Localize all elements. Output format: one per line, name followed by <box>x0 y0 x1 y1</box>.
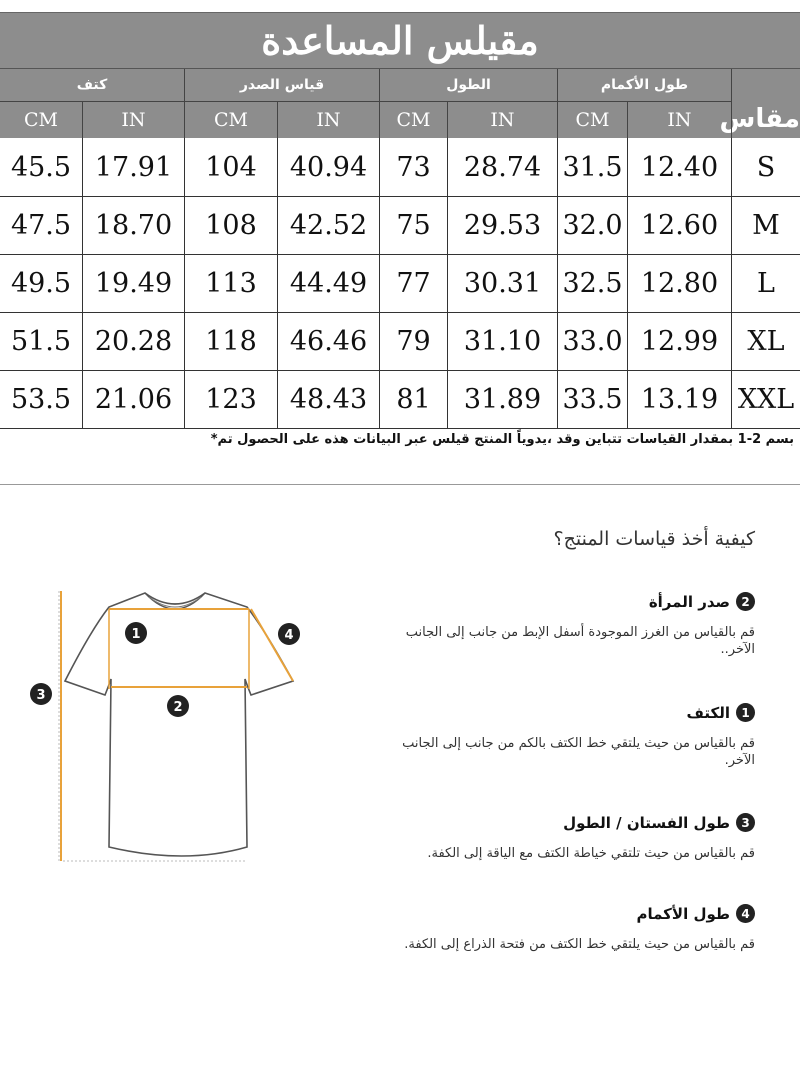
guide-item-length-heading <box>563 813 755 832</box>
measurement-note: بسم 2-1 بمقدار القياسات تتباين وقد ،يدوياً المنتج قيلس عبر البيانات هذه على الحصول تم* <box>210 432 794 447</box>
table-cell: 113 <box>185 254 278 312</box>
table-cell: 12.60 <box>628 196 732 254</box>
table-cell: 46.46 <box>278 312 380 370</box>
marker-4-label: 4 <box>284 628 294 643</box>
table-cell: 32.5 <box>558 254 628 312</box>
table-cell: 53.5 <box>0 370 83 428</box>
table-row <box>0 312 800 371</box>
tshirt-outline <box>65 593 293 856</box>
marker-2 <box>167 695 189 717</box>
guide-title: كيفية أخذ قياسات المنتج؟ <box>553 528 755 550</box>
guide-item-chest-heading <box>649 592 755 611</box>
table-cell: 49.5 <box>0 254 83 312</box>
table-cell: 45.5 <box>0 138 83 196</box>
guide-heading: طول الأكمام <box>636 904 730 923</box>
number-badge-icon: 4 <box>736 904 755 923</box>
table-cell: 51.5 <box>0 312 83 370</box>
marker-3 <box>30 683 52 705</box>
table-cell: 33.0 <box>558 312 628 370</box>
table-cell: 75 <box>380 196 448 254</box>
table-cell: 48.43 <box>278 370 380 428</box>
marker-3-label: 3 <box>36 688 46 703</box>
table-cell: 12.40 <box>628 138 732 196</box>
section-divider <box>0 484 800 485</box>
unit-header: IN <box>448 102 558 138</box>
table-cell: 108 <box>185 196 278 254</box>
table-row <box>0 196 800 255</box>
guide-item-chest-desc: قم بالقياس من الغرز الموجودة أسفل الإبط من جانب إلى الجانب الآخر.. <box>405 625 755 657</box>
table-cell: 12.99 <box>628 312 732 370</box>
guide-heading: صدر المرأة <box>648 592 730 611</box>
table-cell: 30.31 <box>448 254 558 312</box>
table-cell: 28.74 <box>448 138 558 196</box>
table-cell: 42.52 <box>278 196 380 254</box>
size-label: S <box>756 151 776 183</box>
unit-header: CM <box>558 102 628 138</box>
group-header-length: الطول <box>380 69 558 102</box>
group-header-chest: قياس الصدر <box>185 69 380 102</box>
table-cell: 123 <box>185 370 278 428</box>
guide-item-sleeve-desc: قم بالقياس من حيث يلتقي خط الكتف من فتحة الذراع إلى الكفة. <box>404 937 755 952</box>
sleeve-measure-line <box>251 609 293 681</box>
marker-4 <box>278 623 300 645</box>
unit-header: CM <box>185 102 278 138</box>
table-cell: 19.49 <box>83 254 185 312</box>
table-row <box>0 138 800 197</box>
table-cell: 29.53 <box>448 196 558 254</box>
size-header: مقاس <box>719 103 800 134</box>
unit-header: CM <box>0 102 83 138</box>
marker-1-label: 1 <box>131 627 141 642</box>
number-badge-icon: 3 <box>736 813 755 832</box>
table-cell: 31.5 <box>558 138 628 196</box>
guide-item-sleeve-heading <box>637 904 756 923</box>
table-cell: 17.91 <box>83 138 185 196</box>
chart-header <box>0 69 800 138</box>
group-header-sleeve: طول الأكمام <box>558 69 732 102</box>
unit-header: IN <box>628 102 732 138</box>
table-cell: 79 <box>380 312 448 370</box>
unit-header: IN <box>278 102 380 138</box>
guide-item-shoulder-desc: قم بالقياس من حيث يلتقي خط الكتف بالكم من جانب إلى الجانب الآخر. <box>402 736 755 768</box>
table-cell: 73 <box>380 138 448 196</box>
tshirt-diagram <box>25 585 310 870</box>
chart-title-bar <box>0 12 800 69</box>
table-cell: 32.0 <box>558 196 628 254</box>
table-cell: 47.5 <box>0 196 83 254</box>
guide-heading: الكتف <box>686 703 730 722</box>
table-cell: 20.28 <box>83 312 185 370</box>
table-cell: 12.80 <box>628 254 732 312</box>
table-row <box>0 370 800 429</box>
unit-header: IN <box>83 102 185 138</box>
size-label: L <box>757 267 775 299</box>
table-cell: 104 <box>185 138 278 196</box>
table-cell: 31.10 <box>448 312 558 370</box>
size-label: M <box>752 209 780 241</box>
collar-line <box>149 597 201 607</box>
number-badge-icon: 1 <box>736 703 755 722</box>
table-cell: 18.70 <box>83 196 185 254</box>
size-label: XXL <box>737 383 795 415</box>
table-cell: 40.94 <box>278 138 380 196</box>
table-cell: 31.89 <box>448 370 558 428</box>
marker-2-label: 2 <box>173 700 183 715</box>
chart-title: مقيلس المساعدة <box>261 18 539 63</box>
table-cell: 44.49 <box>278 254 380 312</box>
guide-item-shoulder-heading <box>687 703 755 722</box>
table-row <box>0 254 800 313</box>
table-cell: 81 <box>380 370 448 428</box>
unit-header: CM <box>380 102 448 138</box>
marker-1 <box>125 622 147 644</box>
table-cell: 13.19 <box>628 370 732 428</box>
guide-item-length-desc: قم بالقياس من حيث تلتقي خياطة الكتف مع الياقة إلى الكفة. <box>427 846 755 861</box>
group-header-shoulder: كتف <box>0 69 185 102</box>
table-cell: 118 <box>185 312 278 370</box>
table-cell: 77 <box>380 254 448 312</box>
guide-heading: طول الفستان / الطول <box>563 813 730 832</box>
table-cell: 21.06 <box>83 370 185 428</box>
size-label: XL <box>747 325 785 357</box>
number-badge-icon: 2 <box>736 592 755 611</box>
table-cell: 33.5 <box>558 370 628 428</box>
chart-body <box>0 138 800 427</box>
